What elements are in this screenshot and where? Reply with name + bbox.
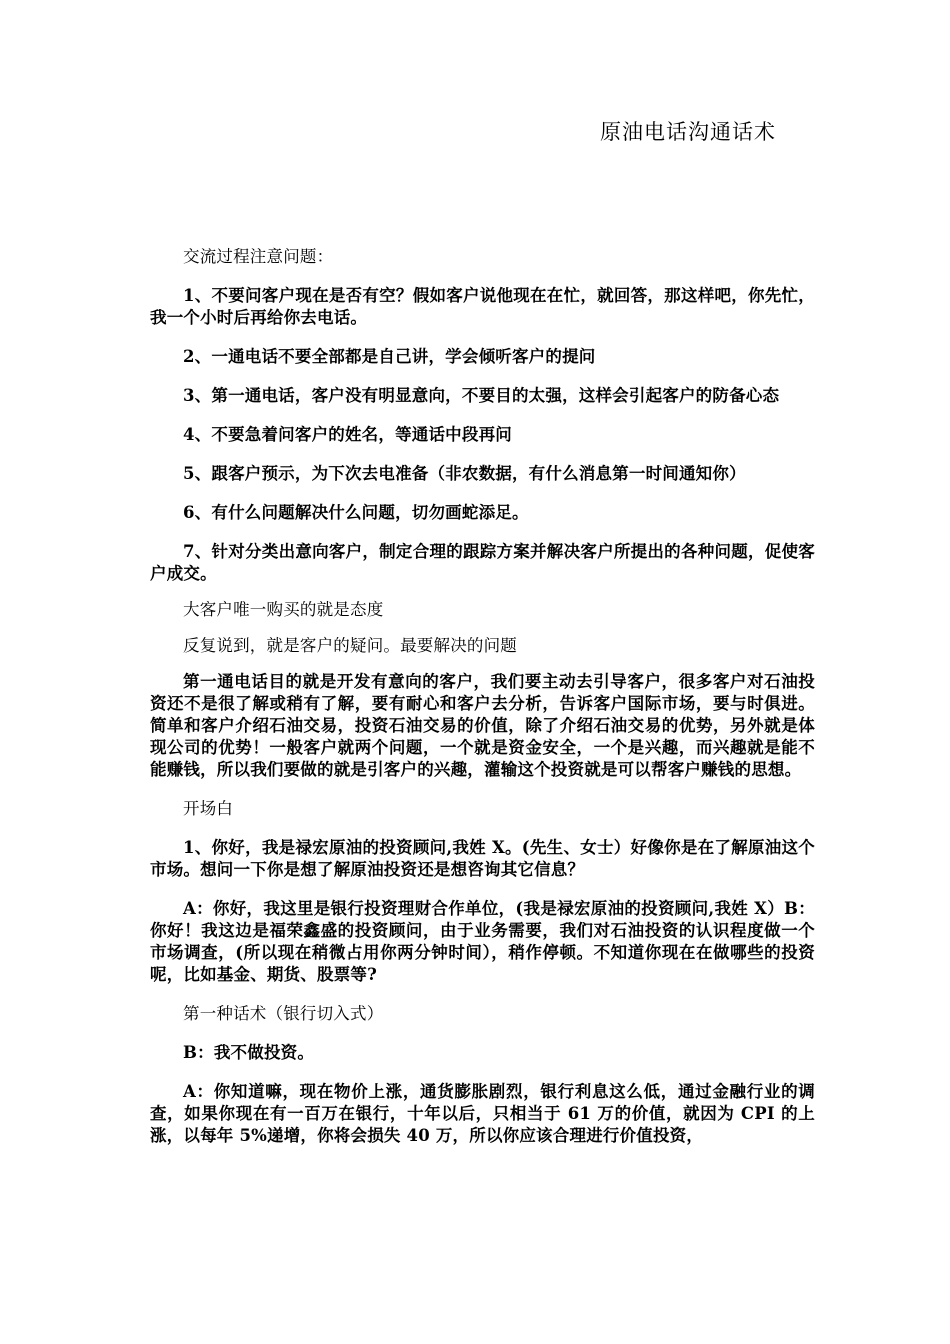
paragraph: A：你知道嘛，现在物价上涨，通货膨胀剧烈，银行利息这么低，通过金融行业的调查，如果你现在有一百万在银行，十年以后，只相当于 61 万的价值，就因为 CPI 的上涨，以每年 5%递增，你将会损失 40 万，所以你应该合理进行价值投资， bbox=[150, 1082, 815, 1145]
paragraph: 开场白 bbox=[183, 799, 234, 818]
page-title: 原油电话沟通话术 bbox=[600, 120, 776, 144]
paragraph: 大客户唯一购买的就是态度 bbox=[183, 600, 384, 619]
paragraph: 交流过程注意问题： bbox=[183, 247, 334, 266]
paragraph: B：我不做投资。 bbox=[183, 1043, 315, 1062]
paragraph: 1、不要问客户现在是否有空？假如客户说他现在在忙，就回答，那这样吧，你先忙，我一个小时后再给你去电话。 bbox=[150, 286, 815, 327]
paragraph: 2、一通电话不要全部都是自己讲，学会倾听客户的提问 bbox=[183, 347, 596, 366]
paragraph: 5、跟客户预示，为下次去电准备（非农数据，有什么消息第一时间通知你） bbox=[183, 464, 746, 483]
paragraph: 1、你好，我是禄宏原油的投资顾问,我姓 X。(先生、女士）好像你是在了解原油这个市场。想问一下你是想了解原油投资还是想咨询其它信息？ bbox=[150, 838, 815, 879]
paragraph: 4、不要急着问客户的姓名，等通话中段再问 bbox=[183, 425, 512, 444]
paragraph: 6、有什么问题解决什么问题，切勿画蛇添足。 bbox=[183, 503, 529, 522]
paragraph: 第一种话术（银行切入式） bbox=[183, 1004, 384, 1023]
paragraph: 第一通电话目的就是开发有意向的客户，我们要主动去引导客户，很多客户对石油投资还不是很了解或稍有了解，要有耐心和客户去分析，告诉客户国际市场，要与时俱进。简单和客户介绍石油交易，投资石油交易的价值，除了介绍石油交易的优势，另外就是体现公司的优势！一般客户就两个问题，一个就是资金安全，一个是兴趣，而兴趣就是能不能赚钱，所以我们要做的就是引客户的兴趣，灌输这个投资就是可以帮客户赚钱的思想。 bbox=[150, 672, 815, 779]
paragraph: 3、第一通电话，客户没有明显意向，不要目的太强，这样会引起客户的防备心态 bbox=[183, 386, 780, 405]
paragraph: 7、针对分类出意向客户，制定合理的跟踪方案并解决客户所提出的各种问题，促使客户成交。 bbox=[150, 542, 815, 583]
document-body bbox=[150, 246, 815, 1164]
paragraph: A：你好，我这里是银行投资理财合作单位，(我是禄宏原油的投资顾问,我姓 X）B：你好！我这边是福荣鑫盛的投资顾问，由于业务需要，我们对石油投资的认识程度做一个市场调查，(所以现在稍微占用你两分钟时间），稍作停顿。不知道你现在在做哪些的投资呢，比如基金、期货、股票等? bbox=[150, 899, 815, 984]
paragraph: 反复说到，就是客户的疑问。最要解决的问题 bbox=[183, 636, 517, 655]
